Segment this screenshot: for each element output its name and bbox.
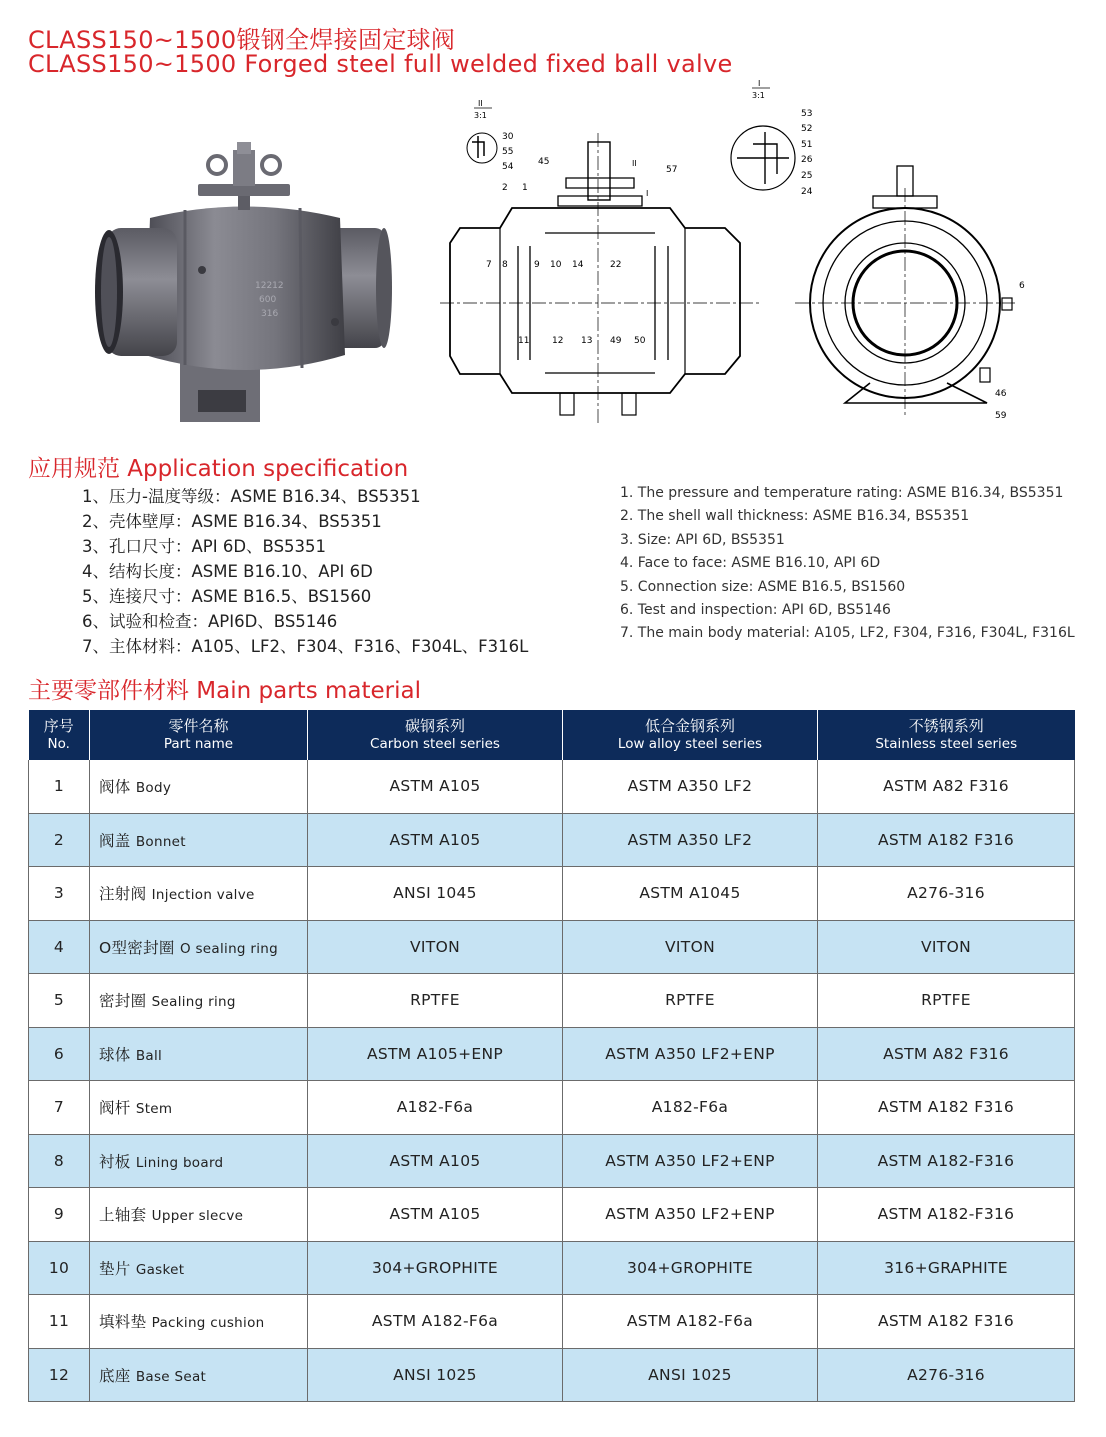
stainless-cell: ASTM A82 F316 bbox=[818, 760, 1075, 813]
part-26: 26 bbox=[801, 155, 813, 165]
stainless-cell: VITON bbox=[818, 920, 1075, 974]
column-header-part-name: 零件名称 Part name bbox=[90, 710, 308, 760]
carbon-steel-cell: VITON bbox=[308, 920, 563, 974]
carbon-steel-cell: RPTFE bbox=[308, 974, 563, 1028]
part-8: 8 bbox=[502, 260, 508, 270]
materials-heading: 主要零部件材料 Main parts material bbox=[28, 678, 421, 704]
part-49: 49 bbox=[610, 336, 622, 346]
row-number: 3 bbox=[29, 867, 90, 921]
low-alloy-cell: ASTM A1045 bbox=[563, 867, 818, 921]
carbon-steel-cell: 304+GROPHITE bbox=[308, 1241, 563, 1295]
table-row bbox=[29, 1348, 1075, 1402]
spec-en-item: 7. The main body material: A105, LF2, F304, F316, F304L, F316L bbox=[620, 625, 1075, 642]
carbon-steel-cell: ANSI 1045 bbox=[308, 867, 563, 921]
side-view-drawing bbox=[725, 78, 1050, 428]
part-30: 30 bbox=[502, 132, 514, 142]
spec-en-item: 2. The shell wall thickness: ASME B16.34, BS5351 bbox=[620, 508, 970, 525]
low-alloy-cell: ASTM A350 LF2+ENP bbox=[563, 1134, 818, 1188]
part-12: 12 bbox=[552, 336, 564, 346]
row-number: 12 bbox=[29, 1348, 90, 1402]
part-name-cell: 密封圈 Sealing ring bbox=[90, 974, 308, 1028]
table-row bbox=[29, 920, 1075, 974]
part-51: 51 bbox=[801, 140, 813, 150]
part-46: 46 bbox=[995, 389, 1007, 399]
part-24: 24 bbox=[801, 187, 813, 197]
row-number: 4 bbox=[29, 920, 90, 974]
part-name-cell: O型密封圈 O sealing ring bbox=[90, 920, 308, 974]
table-row bbox=[29, 1081, 1075, 1135]
sectional-drawing bbox=[440, 78, 760, 428]
low-alloy-cell: ASTM A350 LF2+ENP bbox=[563, 1188, 818, 1242]
spec-cn-item: 7、主体材料：A105、LF2、F304、F316、F304L、F316L bbox=[82, 637, 529, 656]
low-alloy-cell: ASTM A182-F6a bbox=[563, 1295, 818, 1349]
part-50: 50 bbox=[634, 336, 646, 346]
stainless-cell: ASTM A182 F316 bbox=[818, 1081, 1075, 1135]
part-name-cell: 球体 Ball bbox=[90, 1027, 308, 1081]
body-marking-2: 600 bbox=[259, 295, 277, 305]
part-45: 45 bbox=[538, 157, 550, 167]
detail-i-marker: I bbox=[646, 189, 649, 198]
application-heading: 应用规范 Application specification bbox=[28, 456, 409, 482]
column-header-low-alloy-steel: 低合金钢系列 Low alloy steel series bbox=[563, 710, 818, 760]
spec-cn-item: 6、试验和检查：API6D、BS5146 bbox=[82, 612, 338, 631]
carbon-steel-cell: ASTM A105 bbox=[308, 1188, 563, 1242]
part-name-cell: 底座 Base Seat bbox=[90, 1348, 308, 1402]
stainless-cell: ASTM A182 F316 bbox=[818, 1295, 1075, 1349]
carbon-steel-cell: A182-F6a bbox=[308, 1081, 563, 1135]
part-53: 53 bbox=[801, 109, 813, 119]
stainless-cell: A276-316 bbox=[818, 1348, 1075, 1402]
stainless-cell: 316+GRAPHITE bbox=[818, 1241, 1075, 1295]
body-marking-3: 316 bbox=[261, 309, 279, 319]
detail-ii-scale: 3:1 bbox=[474, 111, 487, 120]
part-name-cell: 阀体 Body bbox=[90, 760, 308, 813]
table-row bbox=[29, 1027, 1075, 1081]
spec-cn-item: 4、结构长度：ASME B16.10、API 6D bbox=[82, 562, 373, 581]
spec-en-item: 6. Test and inspection: API 6D, BS5146 bbox=[620, 601, 891, 618]
table-row bbox=[29, 1295, 1075, 1349]
table-row bbox=[29, 760, 1075, 813]
spec-cn-item: 3、孔口尺寸：API 6D、BS5351 bbox=[82, 537, 327, 556]
stainless-cell: ASTM A182 F316 bbox=[818, 813, 1075, 867]
part-1: 1 bbox=[522, 183, 528, 193]
part-name-cell: 阀盖 Bonnet bbox=[90, 813, 308, 867]
part-59: 59 bbox=[995, 411, 1007, 421]
low-alloy-cell: 304+GROPHITE bbox=[563, 1241, 818, 1295]
valve-photo bbox=[95, 140, 395, 430]
title-chinese: CLASS150~1500锻钢全焊接固定球阀 bbox=[28, 26, 456, 54]
part-name-cell: 上轴套 Upper slecve bbox=[90, 1188, 308, 1242]
table-row bbox=[29, 974, 1075, 1028]
row-number: 9 bbox=[29, 1188, 90, 1242]
part-name-cell: 衬板 Lining board bbox=[90, 1134, 308, 1188]
part-10: 10 bbox=[550, 260, 562, 270]
carbon-steel-cell: ANSI 1025 bbox=[308, 1348, 563, 1402]
low-alloy-cell: RPTFE bbox=[563, 974, 818, 1028]
column-header-no: 序号 No. bbox=[29, 710, 90, 760]
column-header-stainless-steel: 不锈钢系列 Stainless steel series bbox=[818, 710, 1075, 760]
part-9: 9 bbox=[534, 260, 540, 270]
spec-en-item: 5. Connection size: ASME B16.5, BS1560 bbox=[620, 578, 906, 595]
low-alloy-cell: ASTM A350 LF2 bbox=[563, 813, 818, 867]
spec-cn-item: 5、连接尺寸：ASME B16.5、BS1560 bbox=[82, 587, 372, 606]
part-14: 14 bbox=[572, 260, 584, 270]
part-11: 11 bbox=[518, 336, 530, 346]
table-row bbox=[29, 1188, 1075, 1242]
detail-ii-marker: II bbox=[632, 159, 637, 168]
table-row bbox=[29, 813, 1075, 867]
row-number: 8 bbox=[29, 1134, 90, 1188]
carbon-steel-cell: ASTM A105+ENP bbox=[308, 1027, 563, 1081]
detail-i-scale: 3:1 bbox=[752, 91, 765, 100]
part-52: 52 bbox=[801, 124, 813, 134]
part-25: 25 bbox=[801, 171, 813, 181]
table-row bbox=[29, 867, 1075, 921]
stainless-cell: ASTM A182-F316 bbox=[818, 1134, 1075, 1188]
table-row bbox=[29, 1134, 1075, 1188]
carbon-steel-cell: ASTM A105 bbox=[308, 813, 563, 867]
spec-list-english bbox=[620, 482, 1075, 646]
row-number: 7 bbox=[29, 1081, 90, 1135]
row-number: 6 bbox=[29, 1027, 90, 1081]
part-54: 54 bbox=[502, 162, 514, 172]
detail-i-label: I bbox=[758, 79, 761, 88]
spec-en-item: 4. Face to face: ASME B16.10, API 6D bbox=[620, 555, 881, 572]
part-22: 22 bbox=[610, 260, 622, 270]
part-name-cell: 注射阀 Injection valve bbox=[90, 867, 308, 921]
spec-cn-item: 2、壳体壁厚：ASME B16.34、BS5351 bbox=[82, 512, 382, 531]
table-header-row bbox=[29, 710, 1075, 760]
spec-list-chinese bbox=[82, 484, 528, 659]
part-57: 57 bbox=[666, 165, 678, 175]
low-alloy-cell: VITON bbox=[563, 920, 818, 974]
table-row bbox=[29, 1241, 1075, 1295]
title-english: CLASS150~1500 Forged steel full welded fixed ball valve bbox=[28, 50, 733, 78]
part-6: 6 bbox=[1019, 281, 1025, 291]
detail-ii-label: II bbox=[478, 99, 483, 108]
row-number: 1 bbox=[29, 760, 90, 813]
low-alloy-cell: ANSI 1025 bbox=[563, 1348, 818, 1402]
low-alloy-cell: A182-F6a bbox=[563, 1081, 818, 1135]
column-header-carbon-steel: 碳钢系列 Carbon steel series bbox=[308, 710, 563, 760]
part-7: 7 bbox=[486, 260, 492, 270]
low-alloy-cell: ASTM A350 LF2 bbox=[563, 760, 818, 813]
row-number: 5 bbox=[29, 974, 90, 1028]
carbon-steel-cell: ASTM A105 bbox=[308, 760, 563, 813]
carbon-steel-cell: ASTM A182-F6a bbox=[308, 1295, 563, 1349]
part-name-cell: 阀杆 Stem bbox=[90, 1081, 308, 1135]
stainless-cell: RPTFE bbox=[818, 974, 1075, 1028]
row-number: 10 bbox=[29, 1241, 90, 1295]
spec-en-item: 1. The pressure and temperature rating: ASME B16.34, BS5351 bbox=[620, 485, 1064, 501]
part-2: 2 bbox=[502, 183, 508, 193]
materials-table bbox=[28, 710, 1075, 1402]
row-number: 2 bbox=[29, 813, 90, 867]
part-name-cell: 垫片 Gasket bbox=[90, 1241, 308, 1295]
stainless-cell: ASTM A82 F316 bbox=[818, 1027, 1075, 1081]
low-alloy-cell: ASTM A350 LF2+ENP bbox=[563, 1027, 818, 1081]
part-13: 13 bbox=[581, 336, 593, 346]
part-name-cell: 填料垫 Packing cushion bbox=[90, 1295, 308, 1349]
carbon-steel-cell: ASTM A105 bbox=[308, 1134, 563, 1188]
row-number: 11 bbox=[29, 1295, 90, 1349]
body-marking-1: 12212 bbox=[255, 281, 284, 291]
part-55: 55 bbox=[502, 147, 514, 157]
spec-en-item: 3. Size: API 6D, BS5351 bbox=[620, 531, 785, 548]
spec-cn-item: 1、压力-温度等级：ASME B16.34、BS5351 bbox=[82, 487, 421, 506]
stainless-cell: A276-316 bbox=[818, 867, 1075, 921]
stainless-cell: ASTM A182-F316 bbox=[818, 1188, 1075, 1242]
